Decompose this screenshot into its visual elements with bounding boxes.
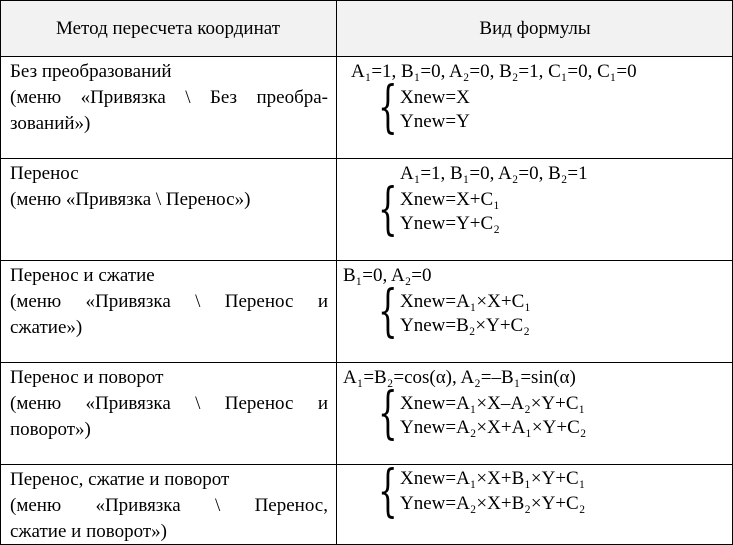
table-border-top — [0, 0, 733, 1]
method-title: Перенос и поворот — [10, 367, 164, 388]
formula-coefficients: A₁=B₂=cos(α), A₂=–B₁=sin(α) — [343, 367, 576, 388]
method-menu-line: сжатие») — [10, 317, 83, 338]
formula-y: Ynew=Y — [400, 111, 470, 132]
method-title: Без преобразований — [10, 61, 172, 82]
formula-y: Ynew=Y+C₂ — [400, 213, 500, 234]
row-divider — [0, 260, 733, 261]
formula-y: Ynew=A₂×X+B₂×Y+C₂ — [400, 493, 586, 514]
method-title: Перенос — [10, 163, 79, 184]
table-border-left — [0, 0, 1, 545]
brace-symbol: { — [378, 279, 398, 344]
formula-y: Ynew=B₂×Y+C₂ — [400, 315, 530, 336]
formula-coefficients: A₁=1, B₁=0, A₂=0, B₂=1 — [400, 163, 588, 184]
formula-x: Xnew=X+C₁ — [400, 189, 500, 210]
row-divider — [0, 464, 733, 465]
method-menu-line: (меню «Привязка \ Перенос, — [10, 495, 328, 516]
brace-symbol: { — [378, 177, 398, 242]
method-menu-line: (меню «Привязка \ Без преобра- — [10, 87, 328, 108]
row-divider — [0, 158, 733, 159]
method-menu-line: (меню «Привязка \ Перенос и — [10, 393, 328, 414]
formula-x: Xnew=A₁×X+C₁ — [400, 291, 531, 312]
row-divider — [0, 56, 733, 57]
brace-symbol: { — [378, 75, 398, 140]
method-menu-line: сжатие и поворот») — [10, 521, 167, 542]
formula-coefficients: B₁=0, A₂=0 — [343, 265, 432, 286]
column-divider — [336, 0, 337, 545]
method-menu-line: (меню «Привязка \ Перенос и — [10, 291, 328, 312]
header-method: Метод пересчета координат — [55, 18, 281, 39]
row-divider — [0, 362, 733, 363]
method-menu-line: поворот») — [10, 419, 91, 440]
brace-symbol: { — [378, 381, 398, 446]
header-formula: Вид формулы — [479, 18, 591, 39]
method-title: Перенос и сжатие — [10, 265, 155, 286]
formula-x: Xnew=A₁×X–A₂×Y+C₁ — [400, 393, 586, 414]
method-menu-line: (меню «Привязка \ Перенос») — [10, 189, 251, 210]
method-title: Перенос, сжатие и поворот — [10, 469, 230, 490]
formula-y: Ynew=A₂×X+A₁×Y+C₂ — [400, 417, 587, 438]
formula-coefficients: A₁=1, B₁=0, A₂=0, B₂=1, C₁=0, C₁=0 — [351, 61, 637, 82]
brace-symbol: { — [378, 459, 398, 524]
formula-x: Xnew=A₁×X+B₁×Y+C₁ — [400, 468, 586, 489]
formula-x: Xnew=X — [400, 87, 470, 108]
method-menu-line: зований») — [10, 113, 91, 134]
